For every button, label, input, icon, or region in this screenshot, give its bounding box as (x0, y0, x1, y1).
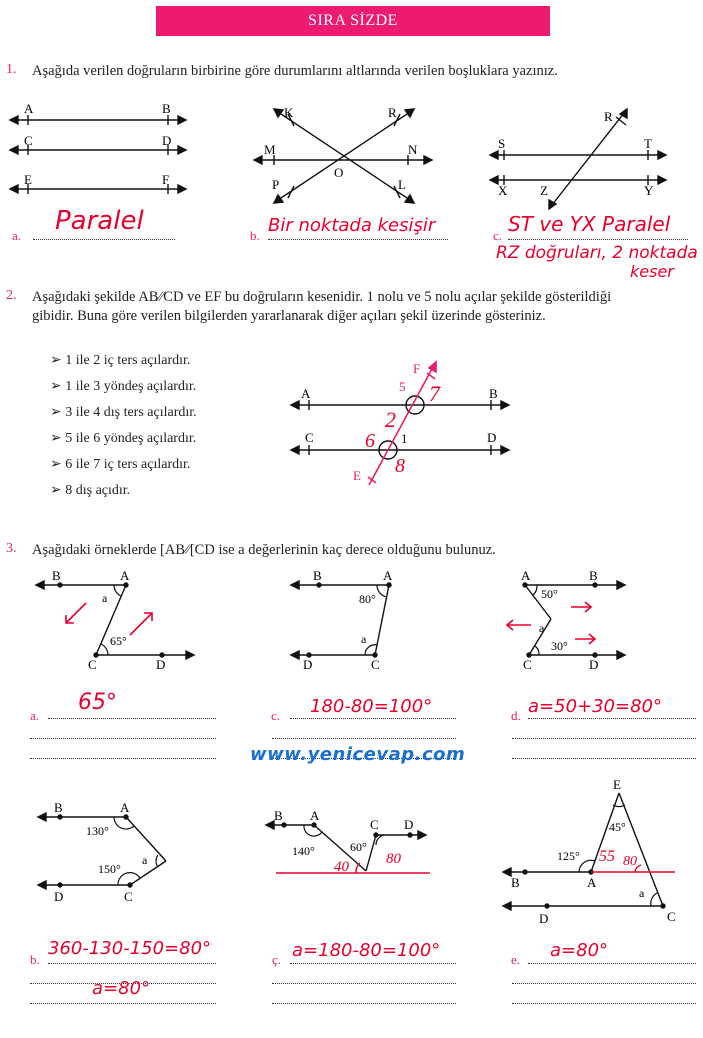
point-f: F (413, 361, 421, 376)
angle-60-label: 60° (350, 840, 367, 854)
point-b: B (54, 800, 63, 815)
point-c: C (523, 657, 532, 672)
q3-c-blank-1 (290, 718, 456, 719)
q3-d-blank-1 (528, 718, 696, 719)
point-a: A (120, 800, 130, 815)
q3-a-blank-2 (30, 738, 216, 739)
q2-text-line-2: gibidir. Buna göre verilen bilgilerden yararlanarak diğer açıları şekil üzerinde gösteriniz. (32, 308, 546, 324)
point-b: B (511, 875, 520, 890)
point-a: A (310, 808, 320, 823)
angle-5-label: 5 (399, 379, 406, 394)
q1-a-blank (33, 239, 175, 240)
point-d: D (404, 817, 414, 832)
q3-a-blank-1 (48, 718, 216, 719)
q3-a-answer: 65° (78, 690, 117, 715)
point-d: D (156, 657, 166, 672)
point-l: L (398, 177, 406, 192)
angle-140-label: 140° (292, 844, 315, 858)
q1-c-answer-2: RZ doğruları, 2 noktada (496, 243, 698, 263)
angle-45-label: 45° (609, 820, 626, 834)
q3-figure-cc (262, 805, 432, 885)
q3-cc-answer: a=180-80=100° (292, 940, 441, 961)
q3-c-label: c. (271, 708, 281, 723)
list-item: ➢ 1 ile 3 yöndeş açılardır. (50, 379, 197, 394)
point-e: E (353, 468, 361, 483)
point-e: E (613, 777, 621, 792)
q3-figure-d (495, 565, 635, 675)
point-c: C (371, 657, 380, 672)
q1-c-answer-1: ST ve YX Paralel (508, 212, 671, 236)
q3-a-blank-3 (30, 758, 216, 759)
q1-a-label: a. (12, 228, 22, 243)
point-d: D (589, 657, 599, 672)
q1-c-answer-3: keser (630, 262, 674, 281)
list-item: ➢ 1 ile 2 iç ters açılardır. (50, 353, 191, 368)
point-p: P (272, 177, 280, 192)
angle-a-label: a (639, 886, 645, 900)
q1-number: 1. (6, 62, 17, 77)
angle-80-label: 80° (359, 592, 376, 606)
q3-e-label: e. (511, 952, 521, 967)
point-c: C (88, 657, 97, 672)
q3-figure-c (285, 565, 405, 675)
q2-figure (285, 355, 515, 495)
angle-80-handwritten: 80 (623, 854, 637, 869)
q3-b-answer-1: 360-130-150=80° (48, 938, 212, 959)
angle-30-label: 30° (551, 639, 568, 653)
point-o: O (334, 165, 344, 180)
angle-65-label: 65° (110, 634, 127, 648)
q1-b-answer: Bir noktada kesişir (268, 215, 436, 236)
point-d: D (487, 430, 497, 445)
angle-150-label: 150° (98, 862, 121, 876)
point-n: N (408, 142, 418, 157)
angle-1-label: 1 (401, 431, 408, 446)
point-a: A (383, 568, 393, 583)
point-b: B (52, 568, 61, 583)
watermark-text: www.yenicevap.com (250, 744, 466, 765)
q3-figure-b (30, 795, 180, 910)
angle-55-handwritten: 55 (599, 848, 615, 865)
q3-b-label: b. (30, 952, 40, 967)
q1-c-blank (508, 239, 688, 240)
point-m: M (264, 142, 276, 157)
point-r: R (604, 109, 613, 124)
q3-d-blank-2 (512, 738, 696, 739)
angle-7-handwritten: 7 (429, 381, 440, 406)
q3-c-blank-2 (272, 738, 456, 739)
angle-2-handwritten: 2 (385, 407, 396, 432)
q1-b-label: b. (250, 228, 260, 243)
point-x: X (498, 183, 508, 198)
q1-text: Aşağıda verilen doğruların birbirine göre durumlarını altlarında verilen boşluklara yazınız. (32, 63, 558, 79)
q3-e-blank-1 (528, 963, 696, 964)
point-d: D (162, 133, 172, 148)
point-z: Z (540, 183, 548, 198)
list-item: ➢ 3 ile 4 dış ters açılardır. (50, 405, 197, 420)
q1-a-answer: Paralel (55, 206, 144, 236)
list-item: ➢ 8 dış açıdır. (50, 483, 131, 498)
point-d: D (539, 911, 549, 926)
q3-b-blank-1 (48, 963, 216, 964)
q3-e-answer: a=80° (550, 940, 609, 961)
angle-50-label: 50° (541, 587, 558, 601)
q3-cc-blank-2 (272, 983, 456, 984)
point-a: A (120, 568, 130, 583)
point-b: B (589, 568, 598, 583)
point-a: A (24, 101, 34, 116)
q3-c-answer: 180-80=100° (310, 696, 433, 717)
point-a: A (587, 875, 597, 890)
point-a: A (521, 568, 531, 583)
q3-d-label: d. (511, 708, 521, 723)
q3-text: Aşağıdaki örneklerde [AB∕∕[CD ise a değerlerinin kaç derece olduğunu bulunuz. (32, 542, 496, 558)
point-e: E (24, 172, 32, 187)
q3-cc-blank-1 (290, 963, 456, 964)
q1-figure-a (0, 95, 200, 205)
q2-text-line-1: Aşağıdaki şekilde AB∕∕CD ve EF bu doğruların kesenidir. 1 nolu ve 5 nolu açılar şekilde gösterildiği (32, 289, 612, 305)
point-y: Y (644, 183, 654, 198)
q3-cc-blank-3 (272, 1003, 456, 1004)
angle-a-label: a (102, 591, 108, 605)
list-item: ➢ 6 ile 7 iç ters açılardır. (50, 457, 191, 472)
angle-130-label: 130° (86, 824, 109, 838)
point-t: T (644, 136, 652, 151)
point-r: R (388, 105, 397, 120)
q3-a-label: a. (30, 708, 40, 723)
point-c: C (667, 909, 676, 924)
point-s: S (498, 136, 506, 151)
angle-6-handwritten: 6 (365, 430, 375, 452)
angle-a-label: a (142, 853, 148, 867)
point-c: C (370, 817, 379, 832)
angle-40-handwritten: 40 (334, 859, 349, 875)
angle-a-label: a (361, 632, 367, 646)
point-b: B (313, 568, 322, 583)
point-k: K (284, 105, 294, 120)
q2-bullet-list (50, 352, 197, 508)
angle-125-label: 125° (557, 849, 580, 863)
q3-d-answer: a=50+30=80° (528, 696, 662, 717)
q3-e-blank-2 (512, 983, 696, 984)
list-item: ➢ 5 ile 6 yöndeş açılardır. (50, 431, 197, 446)
q1-figure-b (250, 100, 440, 210)
q1-b-blank (268, 239, 448, 240)
point-c: C (305, 430, 314, 445)
q3-cc-label: ç. (272, 952, 282, 967)
point-c: C (24, 133, 33, 148)
point-c: C (124, 889, 133, 904)
q1-figure-c (486, 105, 686, 215)
page-banner: SIRA SİZDE (156, 6, 550, 36)
q3-d-blank-3 (512, 758, 696, 759)
q3-b-answer-2: a=80° (92, 978, 151, 999)
point-d: D (303, 657, 313, 672)
q3-e-blank-3 (512, 1003, 696, 1004)
q3-b-blank-3 (30, 1003, 216, 1004)
angle-a-label: a (539, 621, 545, 635)
q3-figure-e (495, 775, 690, 930)
point-d: D (54, 889, 64, 904)
point-b: B (489, 386, 498, 401)
point-b: B (274, 808, 283, 823)
point-f: F (162, 172, 170, 187)
point-b: B (162, 101, 171, 116)
q2-number: 2. (6, 288, 17, 303)
point-a: A (301, 386, 311, 401)
q1-c-label: c. (493, 228, 503, 243)
q3-number: 3. (6, 541, 17, 556)
angle-80-handwritten: 80 (386, 851, 401, 867)
angle-8-handwritten: 8 (395, 455, 405, 477)
q3-figure-a (30, 565, 200, 675)
